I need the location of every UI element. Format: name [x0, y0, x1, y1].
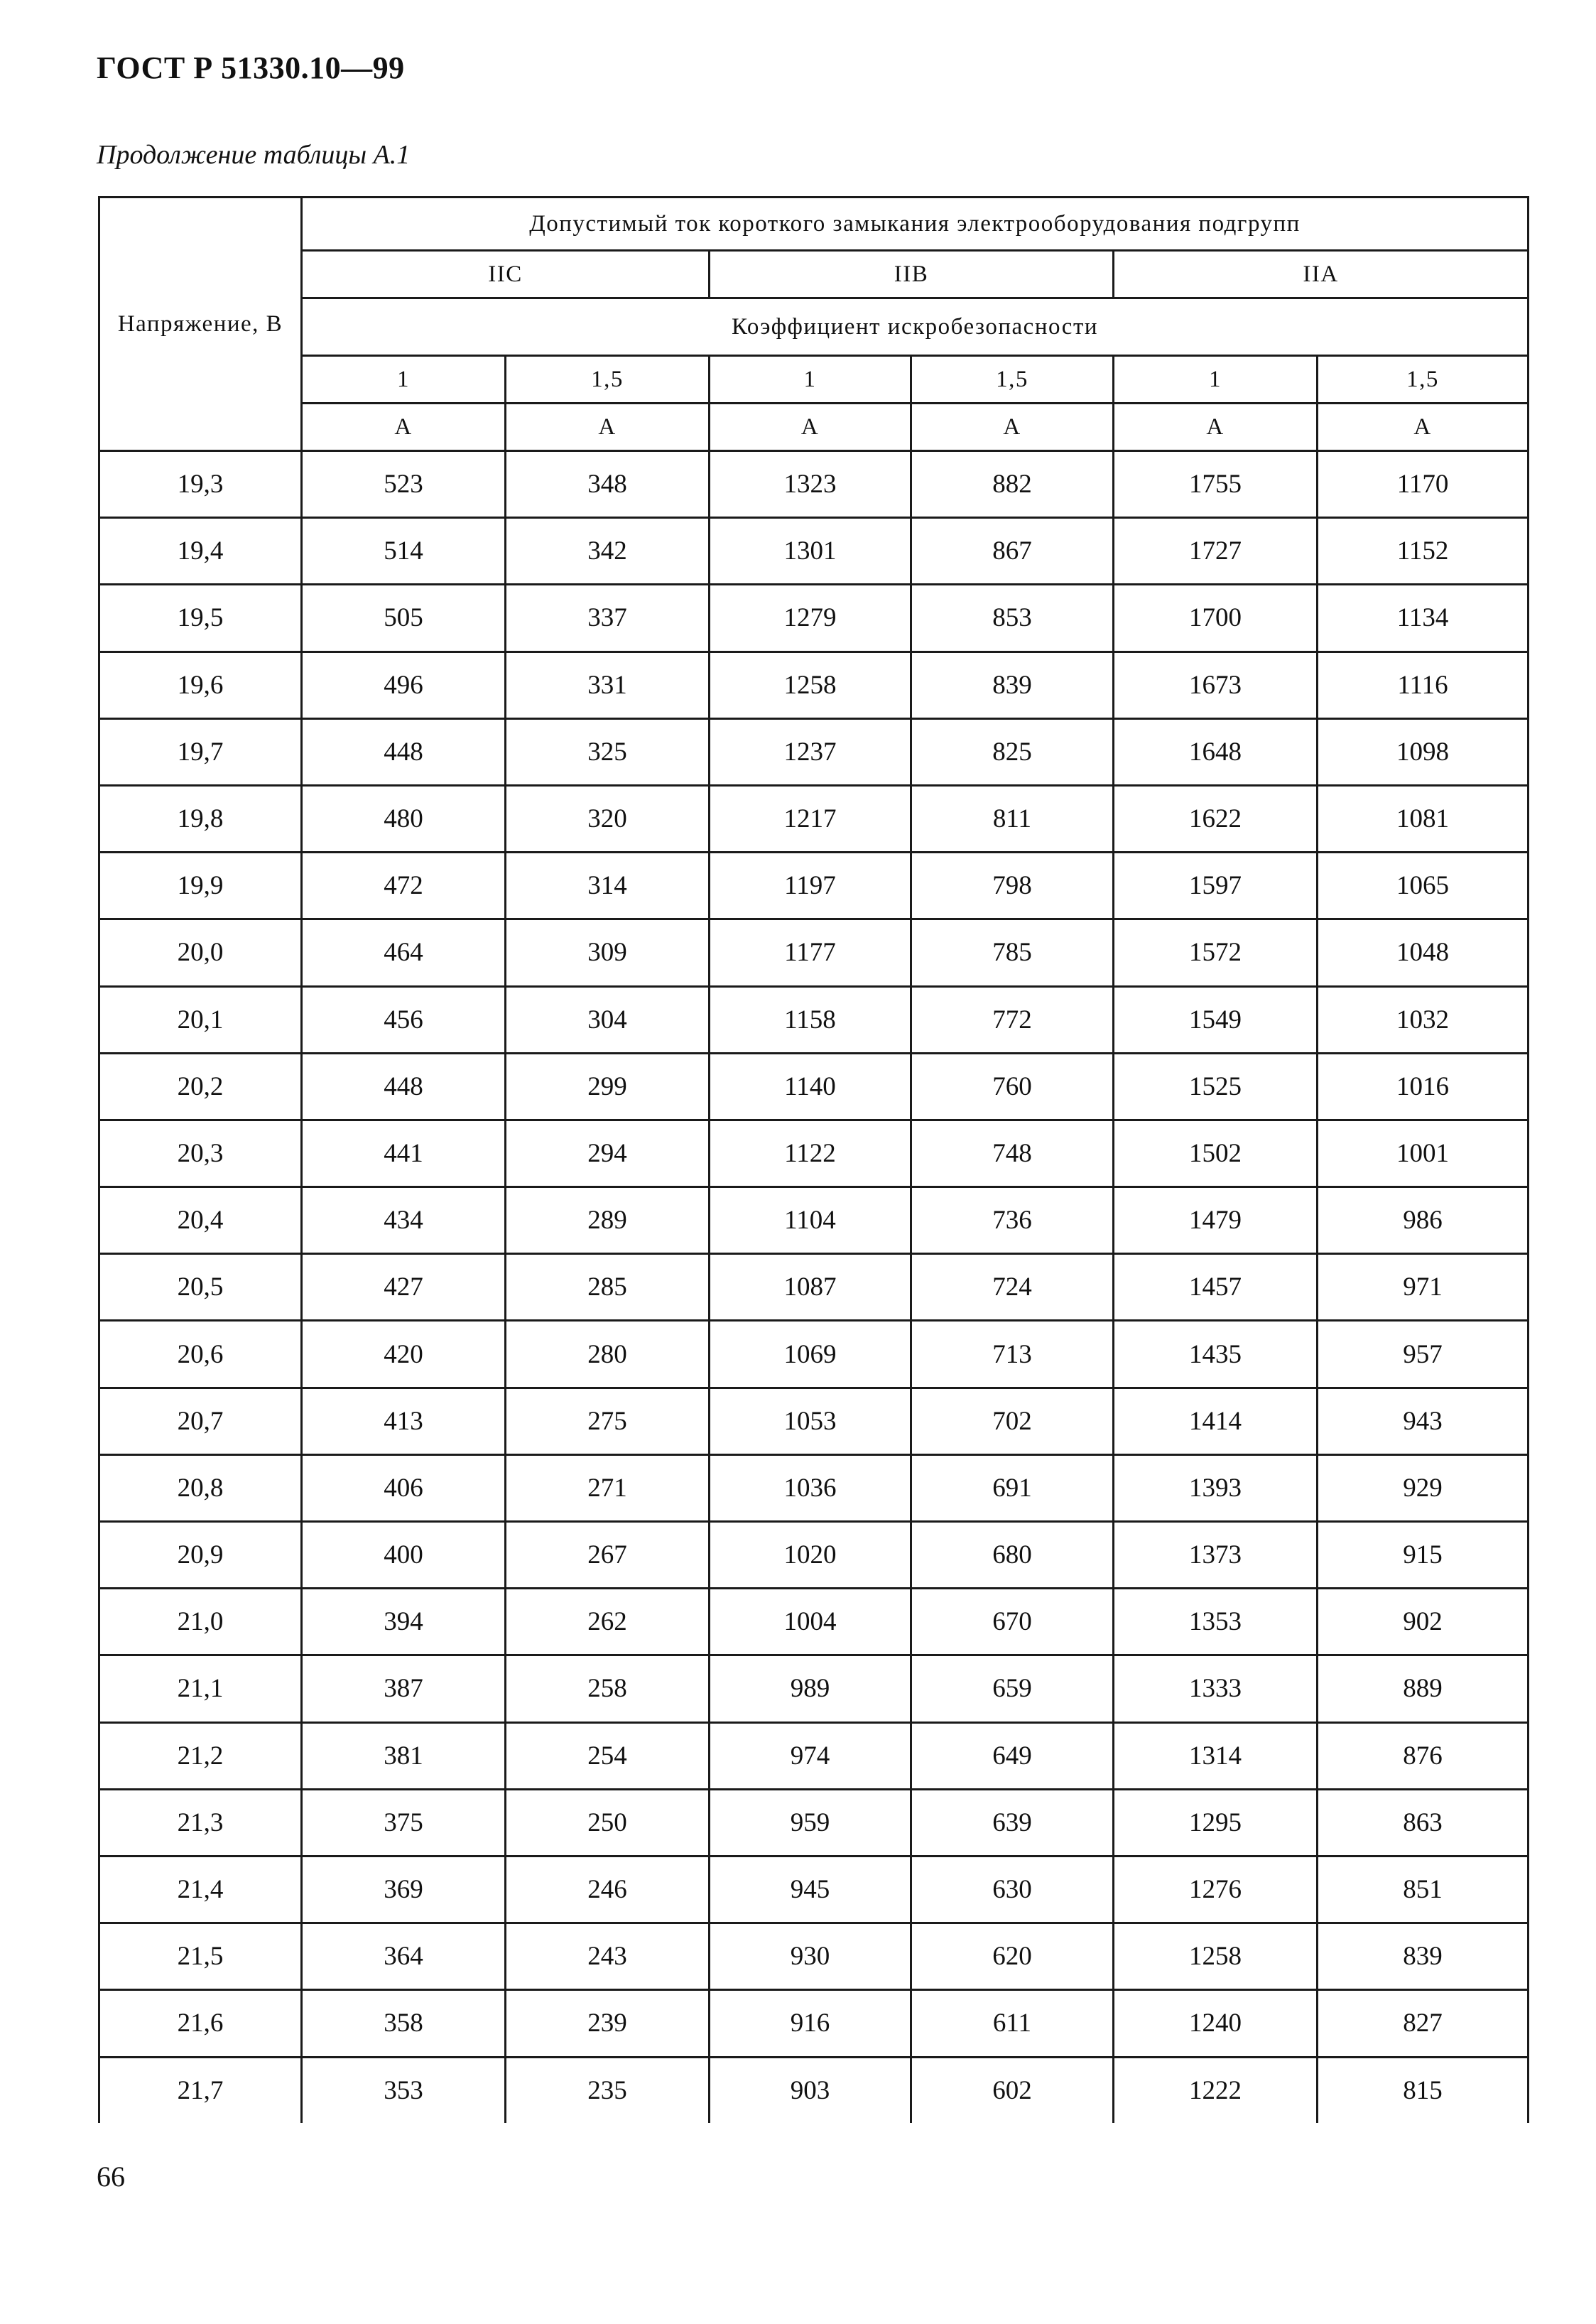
- current-value-cell: 839: [1318, 1923, 1529, 1990]
- voltage-cell: 20,4: [99, 1187, 302, 1254]
- current-value-cell: 863: [1318, 1789, 1529, 1856]
- table-row: [99, 1321, 1529, 1388]
- current-value-cell: 523: [302, 451, 506, 518]
- current-value-cell: 785: [911, 919, 1114, 986]
- current-value-cell: 639: [911, 1789, 1114, 1856]
- current-value-cell: 1525: [1114, 1053, 1318, 1120]
- table-row: [99, 1655, 1529, 1722]
- current-value-cell: 1240: [1114, 1990, 1318, 2057]
- current-value-cell: 1104: [710, 1187, 911, 1254]
- current-value-cell: 1258: [1114, 1923, 1318, 1990]
- table-row: [99, 1589, 1529, 1655]
- current-value-cell: 309: [506, 919, 710, 986]
- current-value-cell: 827: [1318, 1990, 1529, 2057]
- current-value-cell: 760: [911, 1053, 1114, 1120]
- current-value-cell: 246: [506, 1856, 710, 1923]
- table-row: [99, 1856, 1529, 1923]
- current-value-cell: 1087: [710, 1254, 911, 1321]
- subgroup-iic-header: IIC: [302, 251, 710, 298]
- current-value-cell: 280: [506, 1321, 710, 1388]
- current-value-cell: 851: [1318, 1856, 1529, 1923]
- current-value-cell: 702: [911, 1388, 1114, 1454]
- table-row: [99, 1990, 1529, 2057]
- current-value-cell: 1258: [710, 652, 911, 718]
- current-value-cell: 1549: [1114, 986, 1318, 1053]
- current-value-cell: 1032: [1318, 986, 1529, 1053]
- current-value-cell: 394: [302, 1589, 506, 1655]
- current-value-cell: 1295: [1114, 1789, 1318, 1856]
- current-value-cell: 1197: [710, 853, 911, 919]
- current-value-cell: 957: [1318, 1321, 1529, 1388]
- current-value-cell: 472: [302, 853, 506, 919]
- current-value-cell: 602: [911, 2057, 1114, 2123]
- current-value-cell: 1597: [1114, 853, 1318, 919]
- voltage-cell: 19,5: [99, 585, 302, 652]
- current-value-cell: 1065: [1318, 853, 1529, 919]
- voltage-cell: 19,4: [99, 518, 302, 585]
- current-value-cell: 448: [302, 1053, 506, 1120]
- table-row: [99, 1789, 1529, 1856]
- current-value-cell: 456: [302, 986, 506, 1053]
- voltage-cell: 20,0: [99, 919, 302, 986]
- table-row: [99, 1120, 1529, 1187]
- current-value-cell: 1048: [1318, 919, 1529, 986]
- current-value-cell: 916: [710, 1990, 911, 2057]
- current-value-cell: 670: [911, 1589, 1114, 1655]
- current-value-cell: 1276: [1114, 1856, 1318, 1923]
- current-value-cell: 267: [506, 1522, 710, 1589]
- current-value-cell: 1053: [710, 1388, 911, 1454]
- unit-cell: A: [506, 404, 710, 451]
- current-value-cell: 1004: [710, 1589, 911, 1655]
- current-value-cell: 876: [1318, 1722, 1529, 1789]
- current-value-cell: 815: [1318, 2057, 1529, 2123]
- subgroup-iib-header: IIB: [710, 251, 1114, 298]
- subgroup-iia-header: IIA: [1114, 251, 1529, 298]
- current-value-cell: 839: [911, 652, 1114, 718]
- current-value-cell: 971: [1318, 1254, 1529, 1321]
- current-value-cell: 271: [506, 1454, 710, 1521]
- table-row: [99, 718, 1529, 785]
- current-value-cell: 1177: [710, 919, 911, 986]
- current-value-cell: 299: [506, 1053, 710, 1120]
- current-value-cell: 1116: [1318, 652, 1529, 718]
- voltage-cell: 20,5: [99, 1254, 302, 1321]
- current-value-cell: 369: [302, 1856, 506, 1923]
- current-value-cell: 314: [506, 853, 710, 919]
- current-value-cell: 1222: [1114, 2057, 1318, 2123]
- voltage-cell: 20,6: [99, 1321, 302, 1388]
- table-row: [99, 1722, 1529, 1789]
- current-value-cell: 736: [911, 1187, 1114, 1254]
- current-value-cell: 427: [302, 1254, 506, 1321]
- table-row: [99, 1053, 1529, 1120]
- current-value-cell: 867: [911, 518, 1114, 585]
- coefficient-cell: 1: [710, 356, 911, 404]
- voltage-cell: 21,5: [99, 1923, 302, 1990]
- current-value-cell: 1140: [710, 1053, 911, 1120]
- current-value-cell: 250: [506, 1789, 710, 1856]
- unit-cell: A: [710, 404, 911, 451]
- voltage-cell: 19,3: [99, 451, 302, 518]
- current-value-cell: 903: [710, 2057, 911, 2123]
- voltage-cell: 19,9: [99, 853, 302, 919]
- current-value-cell: 724: [911, 1254, 1114, 1321]
- current-value-cell: 1081: [1318, 785, 1529, 852]
- unit-cell: A: [302, 404, 506, 451]
- current-value-cell: 1755: [1114, 451, 1318, 518]
- coefficient-cell: 1: [1114, 356, 1318, 404]
- table-row: [99, 518, 1529, 585]
- voltage-cell: 20,9: [99, 1522, 302, 1589]
- current-value-cell: 772: [911, 986, 1114, 1053]
- current-value-cell: 713: [911, 1321, 1114, 1388]
- unit-cell: A: [911, 404, 1114, 451]
- voltage-cell: 20,8: [99, 1454, 302, 1521]
- current-value-cell: 1217: [710, 785, 911, 852]
- current-value-cell: 353: [302, 2057, 506, 2123]
- current-value-cell: 413: [302, 1388, 506, 1454]
- current-value-cell: 304: [506, 986, 710, 1053]
- current-value-cell: 337: [506, 585, 710, 652]
- current-value-cell: 1279: [710, 585, 911, 652]
- voltage-cell: 21,1: [99, 1655, 302, 1722]
- current-limits-table: [98, 196, 1529, 2123]
- voltage-cell: 20,7: [99, 1388, 302, 1454]
- table-row: [99, 853, 1529, 919]
- current-value-cell: 1502: [1114, 1120, 1318, 1187]
- table-row: [99, 1254, 1529, 1321]
- current-value-cell: 320: [506, 785, 710, 852]
- current-value-cell: 448: [302, 718, 506, 785]
- current-value-cell: 691: [911, 1454, 1114, 1521]
- current-value-cell: 929: [1318, 1454, 1529, 1521]
- voltage-cell: 19,7: [99, 718, 302, 785]
- current-value-cell: 514: [302, 518, 506, 585]
- current-value-cell: 1001: [1318, 1120, 1529, 1187]
- current-value-cell: 434: [302, 1187, 506, 1254]
- current-value-cell: 1152: [1318, 518, 1529, 585]
- current-value-cell: 406: [302, 1454, 506, 1521]
- current-value-cell: 243: [506, 1923, 710, 1990]
- coefficient-cell: 1,5: [1318, 356, 1529, 404]
- current-value-cell: 348: [506, 451, 710, 518]
- current-value-cell: 630: [911, 1856, 1114, 1923]
- current-value-cell: 915: [1318, 1522, 1529, 1589]
- current-value-cell: 1648: [1114, 718, 1318, 785]
- current-value-cell: 1373: [1114, 1522, 1318, 1589]
- current-value-cell: 400: [302, 1522, 506, 1589]
- coefficient-cell: 1,5: [911, 356, 1114, 404]
- voltage-cell: 19,8: [99, 785, 302, 852]
- voltage-cell: 21,7: [99, 2057, 302, 2123]
- current-value-cell: 1323: [710, 451, 911, 518]
- short-circuit-current-header: Допустимый ток короткого замыкания электрооборудования подгрупп: [302, 198, 1529, 251]
- current-value-cell: 1393: [1114, 1454, 1318, 1521]
- current-value-cell: 620: [911, 1923, 1114, 1990]
- current-value-cell: 959: [710, 1789, 911, 1856]
- document-code: ГОСТ Р 51330.10—99: [97, 50, 405, 85]
- current-value-cell: 342: [506, 518, 710, 585]
- table-row: [99, 1454, 1529, 1521]
- unit-cell: A: [1318, 404, 1529, 451]
- current-value-cell: 358: [302, 1990, 506, 2057]
- current-value-cell: 1237: [710, 718, 911, 785]
- current-value-cell: 496: [302, 652, 506, 718]
- table-row: [99, 652, 1529, 718]
- voltage-cell: 21,3: [99, 1789, 302, 1856]
- current-value-cell: 1457: [1114, 1254, 1318, 1321]
- current-value-cell: 387: [302, 1655, 506, 1722]
- current-value-cell: 943: [1318, 1388, 1529, 1454]
- table-row: [99, 2057, 1529, 2123]
- coefficient-cell: 1: [302, 356, 506, 404]
- current-value-cell: 825: [911, 718, 1114, 785]
- current-value-cell: 945: [710, 1856, 911, 1923]
- current-value-cell: 930: [710, 1923, 911, 1990]
- current-value-cell: 239: [506, 1990, 710, 2057]
- current-value-cell: 1314: [1114, 1722, 1318, 1789]
- page-number: 66: [97, 2161, 125, 2193]
- voltage-cell: 21,2: [99, 1722, 302, 1789]
- current-value-cell: 325: [506, 718, 710, 785]
- current-value-cell: 1036: [710, 1454, 911, 1521]
- current-value-cell: 381: [302, 1722, 506, 1789]
- current-value-cell: 902: [1318, 1589, 1529, 1655]
- current-value-cell: 748: [911, 1120, 1114, 1187]
- current-value-cell: 811: [911, 785, 1114, 852]
- current-value-cell: 441: [302, 1120, 506, 1187]
- current-value-cell: 798: [911, 853, 1114, 919]
- current-value-cell: 853: [911, 585, 1114, 652]
- current-value-cell: 659: [911, 1655, 1114, 1722]
- voltage-cell: 20,2: [99, 1053, 302, 1120]
- current-value-cell: 254: [506, 1722, 710, 1789]
- safety-coefficient-header: Коэффициент искробезопасности: [302, 298, 1529, 356]
- current-value-cell: 1098: [1318, 718, 1529, 785]
- current-value-cell: 1301: [710, 518, 911, 585]
- current-value-cell: 889: [1318, 1655, 1529, 1722]
- current-value-cell: 649: [911, 1722, 1114, 1789]
- current-value-cell: 464: [302, 919, 506, 986]
- current-value-cell: 1673: [1114, 652, 1318, 718]
- current-value-cell: 1353: [1114, 1589, 1318, 1655]
- voltage-cell: 21,6: [99, 1990, 302, 2057]
- current-value-cell: 235: [506, 2057, 710, 2123]
- table-row: [99, 919, 1529, 986]
- coefficient-cell: 1,5: [506, 356, 710, 404]
- current-value-cell: 285: [506, 1254, 710, 1321]
- table-row: [99, 1923, 1529, 1990]
- voltage-cell: 21,0: [99, 1589, 302, 1655]
- current-value-cell: 331: [506, 652, 710, 718]
- current-value-cell: 986: [1318, 1187, 1529, 1254]
- table-row: [99, 1522, 1529, 1589]
- table-continuation-caption: Продолжение таблицы А.1: [97, 140, 411, 170]
- current-value-cell: 974: [710, 1722, 911, 1789]
- current-value-cell: 1069: [710, 1321, 911, 1388]
- voltage-cell: 20,1: [99, 986, 302, 1053]
- table-row: [99, 785, 1529, 852]
- current-value-cell: 1016: [1318, 1053, 1529, 1120]
- voltage-column-header: Напряжение, В: [99, 198, 302, 451]
- current-value-cell: 1622: [1114, 785, 1318, 852]
- current-value-cell: 1435: [1114, 1321, 1318, 1388]
- current-value-cell: 1479: [1114, 1187, 1318, 1254]
- current-value-cell: 258: [506, 1655, 710, 1722]
- voltage-cell: 19,6: [99, 652, 302, 718]
- current-value-cell: 1020: [710, 1522, 911, 1589]
- current-value-cell: 611: [911, 1990, 1114, 2057]
- current-value-cell: 1333: [1114, 1655, 1318, 1722]
- voltage-cell: 21,4: [99, 1856, 302, 1923]
- current-value-cell: 262: [506, 1589, 710, 1655]
- table-row: [99, 986, 1529, 1053]
- table-row: [99, 585, 1529, 652]
- current-value-cell: 1134: [1318, 585, 1529, 652]
- current-value-cell: 1700: [1114, 585, 1318, 652]
- current-value-cell: 680: [911, 1522, 1114, 1589]
- current-value-cell: 505: [302, 585, 506, 652]
- current-value-cell: 1170: [1318, 451, 1529, 518]
- current-value-cell: 989: [710, 1655, 911, 1722]
- table-row: [99, 451, 1529, 518]
- table-row: [99, 1388, 1529, 1454]
- current-value-cell: 882: [911, 451, 1114, 518]
- unit-cell: A: [1114, 404, 1318, 451]
- current-value-cell: 1414: [1114, 1388, 1318, 1454]
- current-value-cell: 275: [506, 1388, 710, 1454]
- table-row: [99, 1187, 1529, 1254]
- current-value-cell: 294: [506, 1120, 710, 1187]
- current-value-cell: 1727: [1114, 518, 1318, 585]
- current-value-cell: 1122: [710, 1120, 911, 1187]
- voltage-cell: 20,3: [99, 1120, 302, 1187]
- current-value-cell: 289: [506, 1187, 710, 1254]
- current-value-cell: 364: [302, 1923, 506, 1990]
- current-value-cell: 1158: [710, 986, 911, 1053]
- current-value-cell: 1572: [1114, 919, 1318, 986]
- current-value-cell: 480: [302, 785, 506, 852]
- current-value-cell: 420: [302, 1321, 506, 1388]
- current-value-cell: 375: [302, 1789, 506, 1856]
